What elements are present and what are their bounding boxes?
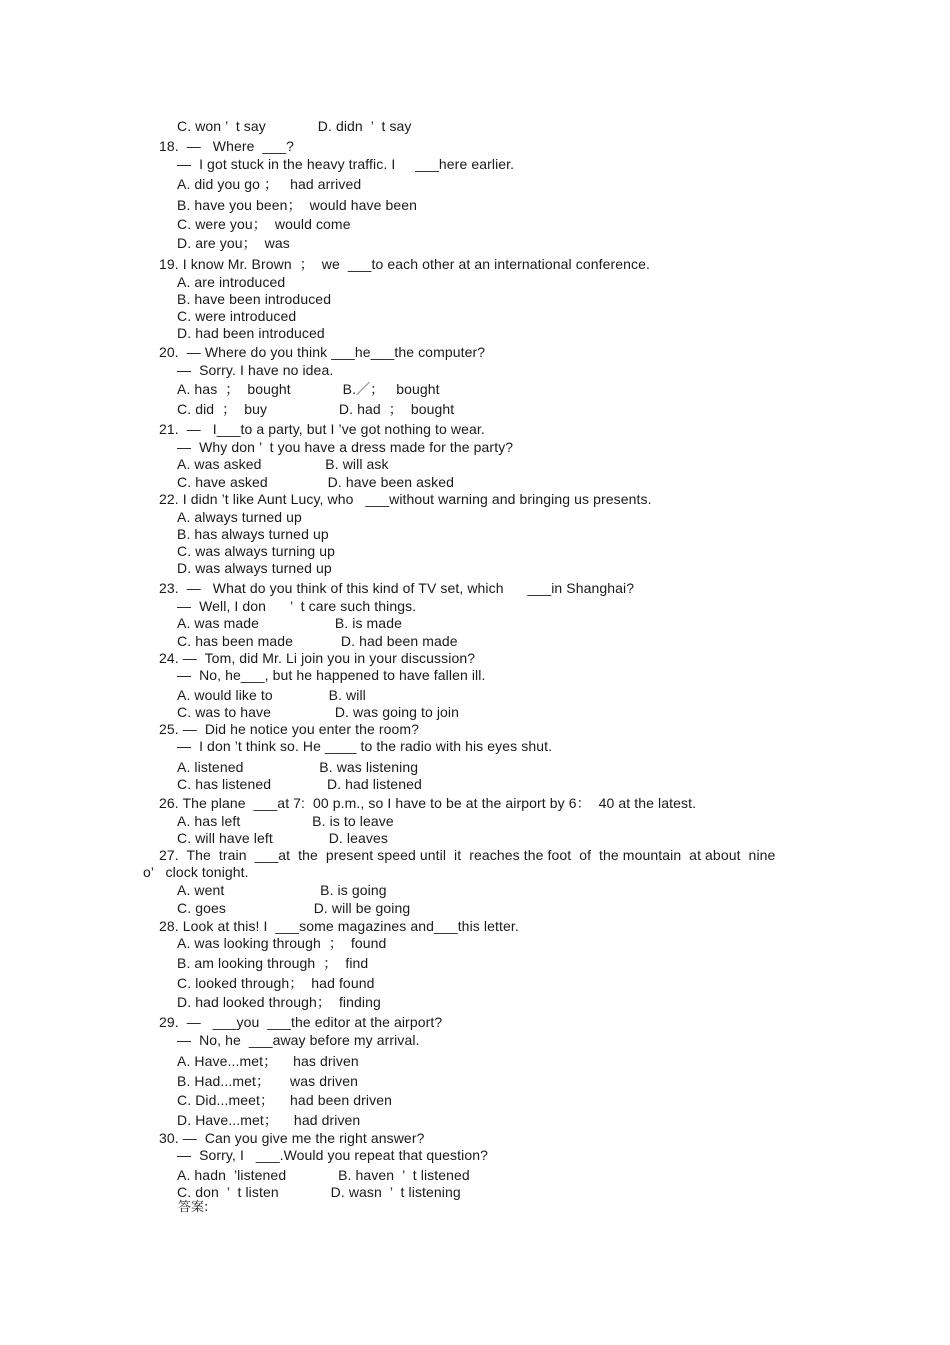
text-line: 23. — What do you think of this kind of TV set, which ___in Shanghai? — [159, 580, 635, 596]
text-line: D. had looked through； finding — [177, 994, 381, 1010]
text-line: — No, he___, but he happened to have fallen ill. — [177, 667, 486, 683]
text-line: A. has ； bought B.／； bought — [177, 381, 440, 397]
text-line: C. Did...meet； had been driven — [177, 1092, 392, 1108]
text-line: C. was always turning up — [177, 543, 336, 559]
text-line: C. goes D. will be going — [177, 900, 411, 916]
text-line: B. has always turned up — [177, 526, 329, 542]
text-line: o’ clock tonight. — [143, 864, 249, 880]
answer-label: 答案: — [178, 1200, 209, 1215]
text-line: A. went B. is going — [177, 882, 387, 898]
text-line: A. always turned up — [177, 509, 302, 525]
text-line: C. did ； buy D. had ； bought — [177, 401, 455, 417]
text-line: — I don ’t think so. He ____ to the radio with his eyes shut. — [177, 738, 553, 754]
text-line: 28. Look at this! I ___some magazines and___this letter. — [159, 918, 519, 934]
text-line: C. has listened D. had listened — [177, 776, 422, 792]
text-line: A. has left B. is to leave — [177, 813, 394, 829]
text-line: A. are introduced — [177, 274, 286, 290]
text-line: C. have asked D. have been asked — [177, 474, 454, 490]
text-line: A. did you go ； had arrived — [177, 176, 362, 192]
text-line: C. has been made D. had been made — [177, 633, 458, 649]
text-line: C. will have left D. leaves — [177, 830, 388, 846]
text-line: C. looked through； had found — [177, 975, 375, 991]
text-line: 18. — Where ___? — [159, 138, 295, 154]
text-line: C. was to have D. was going to join — [177, 704, 460, 720]
text-line: C. were introduced — [177, 308, 297, 324]
text-line: B. am looking through ； find — [177, 955, 369, 971]
text-line: D. Have...met； had driven — [177, 1112, 361, 1128]
text-line: — Sorry. I have no idea. — [177, 362, 334, 378]
text-line: 24. — Tom, did Mr. Li join you in your discussion? — [159, 650, 476, 666]
text-line: A. was looking through ； found — [177, 935, 387, 951]
text-line: A. was asked B. will ask — [177, 456, 389, 472]
text-line: D. was always turned up — [177, 560, 332, 576]
text-line: B. Had...met； was driven — [177, 1073, 358, 1089]
text-line: — Why don ’ t you have a dress made for the party? — [177, 439, 514, 455]
text-line: 27. The train ___at the present speed until it reaches the foot of the mountain at about nine — [159, 847, 776, 863]
text-line: — I got stuck in the heavy traffic. I ___here earlier. — [177, 156, 515, 172]
text-line: A. was made B. is made — [177, 615, 402, 631]
text-line: C. don ’ t listen D. wasn ’ t listening — [177, 1184, 461, 1200]
text-line: — No, he ___away before my arrival. — [177, 1032, 420, 1048]
text-line: B. have you been； would have been — [177, 197, 418, 213]
text-line: C. were you； would come — [177, 216, 351, 232]
text-line: C. won ’ t say D. didn ’ t say — [177, 118, 412, 134]
text-line: A. Have...met； has driven — [177, 1053, 359, 1069]
text-line: 21. — I___to a party, but I ’ve got nothing to wear. — [159, 421, 485, 437]
text-line: 30. — Can you give me the right answer? — [159, 1130, 425, 1146]
text-line: 26. The plane ___at 7: 00 p.m., so I have to be at the airport by 6： 40 at the latest. — [159, 795, 697, 811]
text-line: 22. I didn ’t like Aunt Lucy, who ___without warning and bringing us presents. — [159, 491, 652, 507]
text-line: D. are you； was — [177, 235, 290, 251]
text-line: A. hadn ’listened B. haven ’ t listened — [177, 1167, 470, 1183]
text-line: A. listened B. was listening — [177, 759, 419, 775]
text-line: 20. — Where do you think ___he___the computer? — [159, 344, 486, 360]
text-line: B. have been introduced — [177, 291, 332, 307]
text-line: — Sorry, I ___.Would you repeat that question? — [177, 1147, 488, 1163]
text-line: — Well, I don ’ t care such things. — [177, 598, 417, 614]
text-line: A. would like to B. will — [177, 687, 366, 703]
text-line: 25. — Did he notice you enter the room? — [159, 721, 420, 737]
text-line: D. had been introduced — [177, 325, 325, 341]
text-line: 19. I know Mr. Brown ； we ___to each other at an international conference. — [159, 256, 650, 272]
text-line: 29. — ___you ___the editor at the airport? — [159, 1014, 443, 1030]
